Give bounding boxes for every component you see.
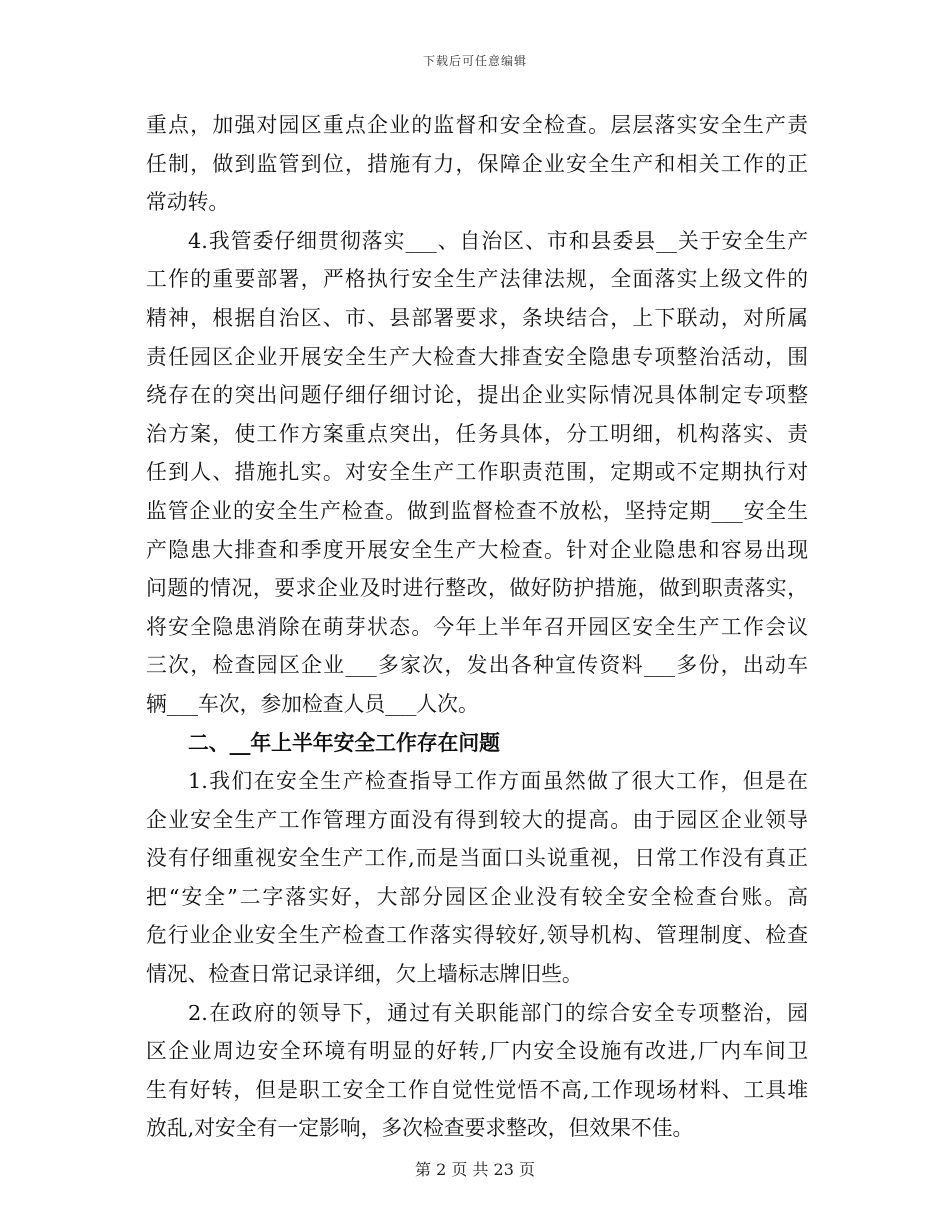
text-line: 生有好转，但是职工安全工作自觉性觉悟不高,工作现场材料、工具堆 xyxy=(146,1077,808,1102)
text-line: 4.我管委仔细贯彻落实___、自治区、市和县委县__关于安全生产 xyxy=(188,228,808,253)
text-line: 企业安全生产工作管理方面没有得到较大的提高。由于园区企业领导 xyxy=(146,807,808,832)
text-line: 辆___车次，参加检查人员___人次。 xyxy=(146,691,479,716)
page-header: 下载后可任意编辑 xyxy=(422,54,527,68)
text-line: 精神，根据自治区、市、县部署要求，条块结合，上下联动，对所属 xyxy=(146,305,808,330)
text-line: 问题的情况，要求企业及时进行整改，做好防护措施，做到职责落实， xyxy=(146,576,808,601)
text-line: 任到人、措施扎实。对安全生产工作职责范围，定期或不定期执行对 xyxy=(146,460,808,485)
text-line: 区企业周边安全环境有明显的好转,厂内安全设施有改进,厂内车间卫 xyxy=(146,1039,808,1064)
text-line: 三次，检查园区企业___多家次，发出各种宣传资料___多份，出动车 xyxy=(146,653,808,678)
text-line: 常动转。 xyxy=(146,190,230,215)
text-line: 情况、检查日常记录详细，欠上墙标志牌旧些。 xyxy=(146,962,583,987)
text-line: 没有仔细重视安全生产工作,而是当面口头说重视，日常工作没有真正 xyxy=(146,846,808,871)
text-line: 1.我们在安全生产检查指导工作方面虽然做了很大工作，但是在 xyxy=(188,769,808,794)
text-line: 治方案，使工作方案重点突出，任务具体，分工明细，机构落实、责 xyxy=(146,421,808,446)
text-line: 工作的重要部署，严格执行安全生产法律法规，全面落实上级文件的 xyxy=(146,267,808,292)
text-line: 责任园区企业开展安全生产大检查大排查安全隐患专项整治活动，围 xyxy=(146,344,808,369)
section-heading: 二、__年上半年安全工作存在问题 xyxy=(188,729,500,755)
document-body xyxy=(146,106,808,1148)
text-line: 监管企业的安全生产检查。做到监督检查不放松，坚持定期___安全生 xyxy=(146,498,808,523)
text-line: 绕存在的突出问题仔细仔细讨论，提出企业实际情况具体制定专项整 xyxy=(146,383,808,408)
page-number: 第 2 页 共 23 页 xyxy=(415,1160,535,1179)
text-line: 产隐患大排查和季度开展安全生产大检查。针对企业隐患和容易出现 xyxy=(146,537,808,562)
text-line: 任制，做到监管到位，措施有力，保障企业安全生产和相关工作的正 xyxy=(146,151,808,176)
text-line: 把“安全”二字落实好，大部分园区企业没有较全安全检查台账。高 xyxy=(146,884,808,909)
text-line: 重点，加强对园区重点企业的监督和安全检查。层层落实安全生产责 xyxy=(146,113,808,137)
text-line: 2.在政府的领导下，通过有关职能部门的综合安全专项整治，园 xyxy=(188,1000,808,1025)
text-line: 危行业企业安全生产检查工作落实得较好,领导机构、管理制度、检查 xyxy=(146,923,808,948)
text-line: 放乱,对安全有一定影响，多次检查要求整改，但效果不佳。 xyxy=(146,1116,694,1141)
text-line: 将安全隐患消除在萌芽状态。今年上半年召开园区安全生产工作会议 xyxy=(146,614,808,639)
